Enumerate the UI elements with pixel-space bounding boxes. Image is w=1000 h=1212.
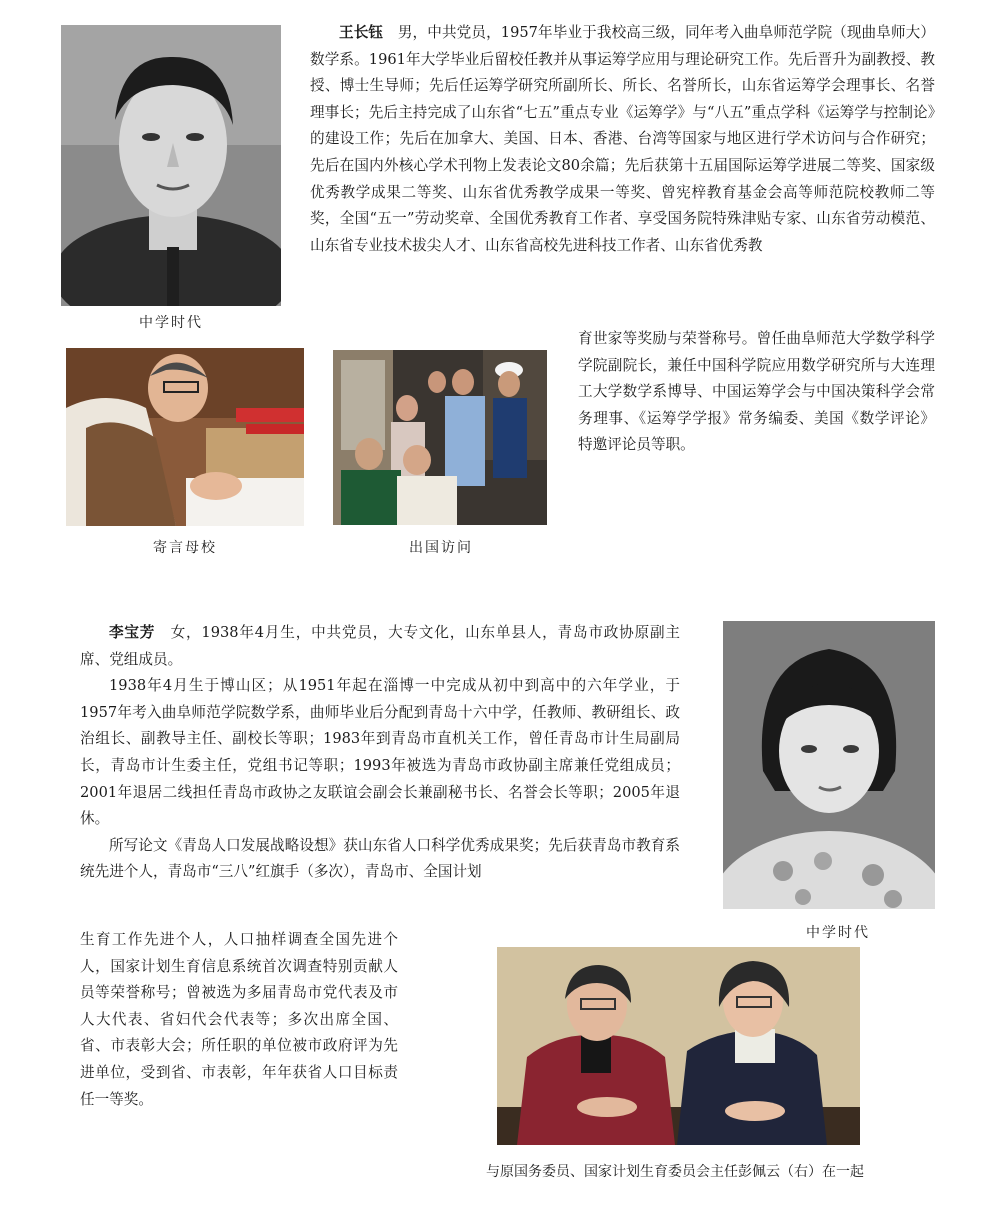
bio-text-wang-continued [578,326,935,459]
bio-text-li-continued [80,927,398,1113]
portrait-caption-wang: 中学时代 [139,315,203,331]
bio-para2-li: 1938年4月生于博山区；从1951年起在淄博一中完成从初中到高中的六年学业，于1957年考入曲阜师范学院数学系，曲师毕业后分配到青岛十六中学，任教师、教研组长、政治组长、副教导主任、副校长等职；1983年到青岛市直机关工作，曾任青岛市计生局副局长，青岛市计生委主任，党组书记等职；1993年被选为青岛市政协副主席兼任党组成员；2001年退居二线担任青岛市政协之友联谊会副会长兼副秘书长、名誉会长等职；2005年退休。 [80,677,680,828]
person-name-wang: 王长钰 [339,24,384,41]
meeting-caption-li: 与原国务委员、国家计划生育委员会主任彭佩云（右）在一起 [486,1164,864,1180]
bio-rest-wang: 育世家等奖励与荣誉称号。曾任曲阜师范大学数学科学学院副院长，兼任中国科学院应用数学研究所与大连理工大学数学系博导、中国运筹学会与中国决策科学会常务理事、《运筹学学报》常务编委、美国《数学评论》特邀评论员等职。 [578,330,935,454]
portrait-photo-li [723,621,935,909]
writing-caption-wang: 寄言母校 [153,540,217,556]
bio-intro-wang: 男，中共党员，1957年毕业于我校高三级，同年考入曲阜师范学院（现曲阜师大）数学系。1961年大学毕业后留校任教并从事运筹学应用与理论研究工作。先后晋升为副教授、教授、博士生导师；先后任运筹学研究所副所长、所长、名誉所长，山东省运筹学会理事长、名誉理事长；先后主持完成了山东省“七五”重点专业《运筹学》与“八五”重点学科《运筹学与控制论》的建设工作；先后在加拿大、美国、日本、香港、台湾等国家与地区进行学术访问与合作研究；先后在国内外核心学术刊物上发表论文80余篇；先后获第十五届国际运筹学进展二等奖、国家级优秀教学成果二等奖、山东省优秀教学成果一等奖、曾宪梓教育基金会高等师范院校教师二等奖，全国“五一”劳动奖章、全国优秀教育工作者、享受国务院特殊津贴专家、山东省劳动模范、山东省专业技术拔尖人才、山东省高校先进科技工作者、山东省优秀教 [310,24,935,254]
bio-para3-li: 所写论文《青岛人口发展战略设想》获山东省人口科学优秀成果奖；先后获青岛市教育系统先进个人，青岛市“三八”红旗手（多次），青岛市、全国计划 [80,836,680,881]
meeting-photo-li [497,947,860,1145]
bio-text-li [80,620,680,886]
writing-photo-wang [66,348,304,526]
bio-text-wang [310,20,935,259]
abroad-caption-wang: 出国访问 [409,540,473,556]
portrait-photo-wang [61,25,281,306]
person-name-li: 李宝芳 [109,624,156,641]
abroad-photo-wang [333,350,547,525]
bio-rest-li: 生育工作先进个人，人口抽样调查全国先进个人，国家计划生育信息系统首次调查特别贡献人员等荣誉称号；曾被选为多届青岛市党代表及市人大代表、省妇代会代表等；多次出席全国、省、市表彰大会；所任职的单位被市政府评为先进单位，受到省、市表彰，年年获省人口目标责任一等奖。 [80,931,398,1108]
bio-intro-li: 女，1938年4月生，中共党员，大专文化，山东单县人，青岛市政协原副主席、党组成员。 [80,624,680,668]
portrait-caption-li: 中学时代 [806,925,870,941]
